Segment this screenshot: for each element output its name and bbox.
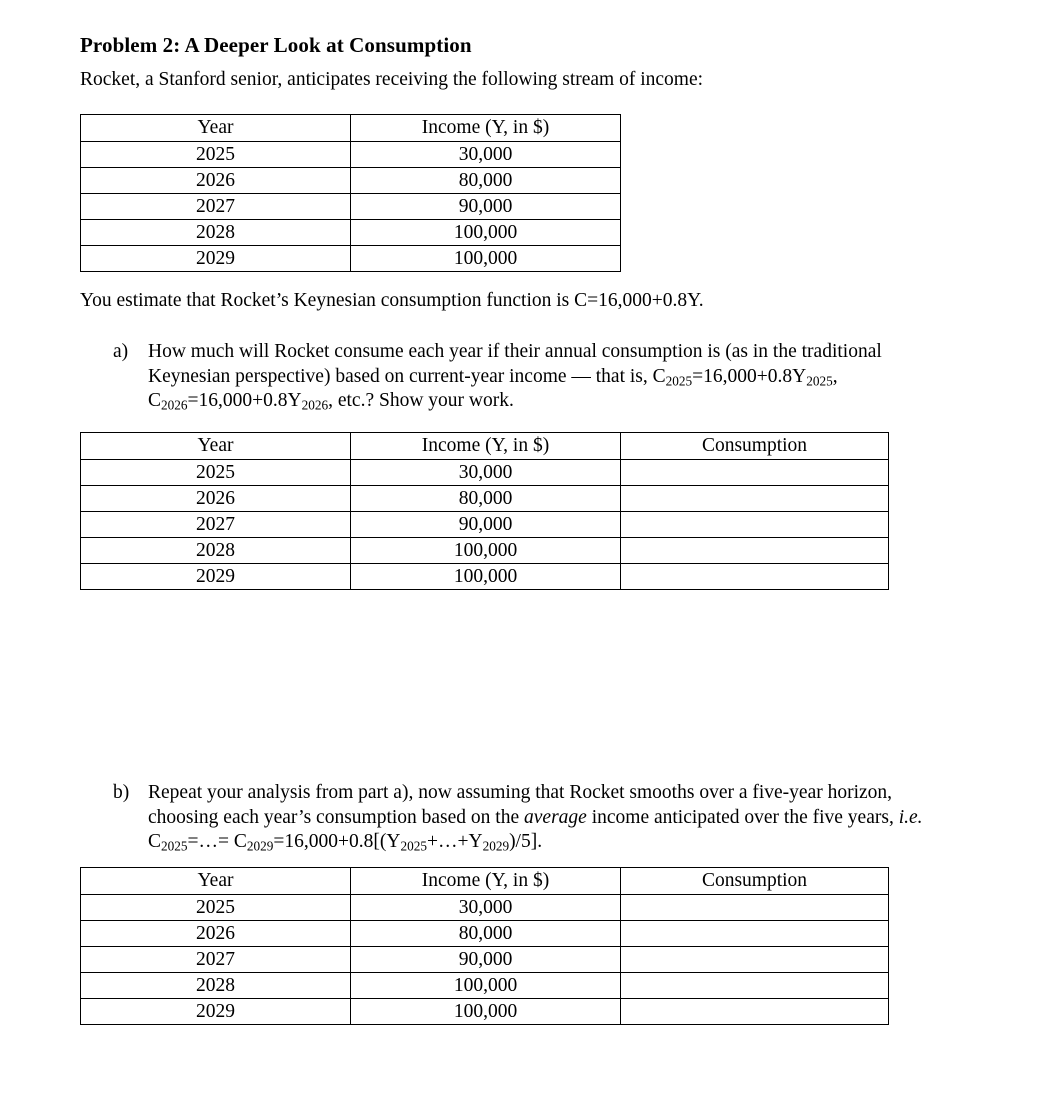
list-marker-a: a) bbox=[113, 341, 129, 362]
cell-income: 100,000 bbox=[351, 564, 621, 590]
column-header-consumption: Consumption bbox=[621, 868, 889, 895]
table-row bbox=[81, 168, 621, 194]
text-run: income anticipated over the five years, bbox=[586, 806, 899, 828]
text-run: , C bbox=[148, 365, 838, 411]
cell-year: 2026 bbox=[81, 921, 351, 947]
cell-year: 2025 bbox=[81, 895, 351, 921]
cell-year: 2027 bbox=[81, 194, 351, 220]
text-run: =16,000+0.8Y bbox=[187, 390, 302, 411]
table-row bbox=[81, 947, 889, 973]
subscript: 2025 bbox=[665, 372, 693, 388]
subscript: 2029 bbox=[246, 838, 274, 854]
cell-income: 30,000 bbox=[351, 895, 621, 921]
list-item-b-text bbox=[148, 781, 925, 855]
table-row bbox=[81, 194, 621, 220]
cell-consumption-blank[interactable] bbox=[621, 973, 889, 999]
column-header-consumption: Consumption bbox=[621, 433, 889, 460]
cell-income: 100,000 bbox=[351, 246, 621, 272]
cell-year: 2028 bbox=[81, 538, 351, 564]
cell-year: 2029 bbox=[81, 246, 351, 272]
subscript: 2029 bbox=[482, 838, 510, 854]
cell-income: 100,000 bbox=[351, 999, 621, 1025]
cell-year: 2028 bbox=[81, 973, 351, 999]
cell-income: 100,000 bbox=[351, 973, 621, 999]
list-item-a-text bbox=[148, 340, 925, 414]
table-row bbox=[81, 460, 889, 486]
text-run: +…+Y bbox=[426, 831, 483, 852]
cell-income: 100,000 bbox=[351, 538, 621, 564]
cell-consumption-blank[interactable] bbox=[621, 895, 889, 921]
subscript: 2026 bbox=[301, 397, 329, 413]
consumption-table-part-a bbox=[80, 432, 889, 590]
text-run: Repeat your analysis from part a), now assuming that Rocket smooths over a five-year horizon, choosing each year’s consumption based on the bbox=[148, 782, 893, 828]
cell-year: 2026 bbox=[81, 486, 351, 512]
cell-income: 100,000 bbox=[351, 220, 621, 246]
subscript: 2025 bbox=[161, 838, 188, 854]
text-run: =…= C bbox=[187, 831, 247, 852]
table-row bbox=[81, 220, 621, 246]
page-title: Problem 2: A Deeper Look at Consumption bbox=[80, 33, 472, 57]
table-header-row bbox=[81, 868, 889, 895]
table-row bbox=[81, 486, 889, 512]
text-run: =16,000+0.8Y bbox=[692, 365, 807, 387]
subscript: 2026 bbox=[161, 397, 188, 413]
cell-income: 90,000 bbox=[351, 194, 621, 220]
cell-consumption-blank[interactable] bbox=[621, 538, 889, 564]
column-header-year: Year bbox=[81, 115, 351, 142]
text-run: )/5]. bbox=[509, 831, 543, 852]
cell-income: 30,000 bbox=[351, 142, 621, 168]
table-row bbox=[81, 895, 889, 921]
cell-consumption-blank[interactable] bbox=[621, 486, 889, 512]
cell-consumption-blank[interactable] bbox=[621, 460, 889, 486]
cell-year: 2027 bbox=[81, 947, 351, 973]
consumption-function-paragraph: You estimate that Rocket’s Keynesian consumption function is C=16,000+0.8Y. bbox=[80, 290, 704, 311]
intro-paragraph: Rocket, a Stanford senior, anticipates receiving the following stream of income: bbox=[80, 69, 704, 90]
cell-year: 2025 bbox=[81, 460, 351, 486]
cell-year: 2029 bbox=[81, 999, 351, 1025]
consumption-table-part-b bbox=[80, 867, 889, 1025]
table-row bbox=[81, 921, 889, 947]
cell-year: 2027 bbox=[81, 512, 351, 538]
column-header-year: Year bbox=[81, 868, 351, 895]
table-row bbox=[81, 246, 621, 272]
cell-income: 80,000 bbox=[351, 168, 621, 194]
cell-income: 80,000 bbox=[351, 486, 621, 512]
list-item-a bbox=[113, 340, 925, 414]
table-row bbox=[81, 512, 889, 538]
emphasis-ie: i.e. bbox=[898, 806, 923, 828]
column-header-income: Income (Y, in $) bbox=[351, 433, 621, 460]
cell-income: 90,000 bbox=[351, 512, 621, 538]
subscript: 2025 bbox=[806, 372, 833, 388]
cell-year: 2029 bbox=[81, 564, 351, 590]
cell-year: 2026 bbox=[81, 168, 351, 194]
cell-income: 80,000 bbox=[351, 921, 621, 947]
list-item-b bbox=[113, 781, 925, 855]
cell-year: 2025 bbox=[81, 142, 351, 168]
income-table bbox=[80, 114, 621, 272]
subscript: 2025 bbox=[400, 838, 427, 854]
emphasis-average: average bbox=[524, 806, 587, 828]
table-row bbox=[81, 564, 889, 590]
text-run: , etc.? Show your work. bbox=[328, 390, 514, 411]
cell-consumption-blank[interactable] bbox=[621, 921, 889, 947]
table-row bbox=[81, 538, 889, 564]
cell-consumption-blank[interactable] bbox=[621, 564, 889, 590]
list-marker-b: b) bbox=[113, 782, 130, 803]
column-header-income: Income (Y, in $) bbox=[351, 115, 621, 142]
table-row bbox=[81, 142, 621, 168]
cell-consumption-blank[interactable] bbox=[621, 947, 889, 973]
cell-income: 90,000 bbox=[351, 947, 621, 973]
cell-consumption-blank[interactable] bbox=[621, 999, 889, 1025]
column-header-income: Income (Y, in $) bbox=[351, 868, 621, 895]
text-run: How much will Rocket consume each year if their annual consumption is (as in the traditional Keynesian perspective) based on current-year income — that is, C bbox=[148, 341, 882, 387]
column-header-year: Year bbox=[81, 433, 351, 460]
table-header-row bbox=[81, 115, 621, 142]
text-run: C bbox=[148, 831, 162, 852]
text-run: =16,000+0.8[(Y bbox=[273, 831, 401, 852]
table-row bbox=[81, 999, 889, 1025]
table-row bbox=[81, 973, 889, 999]
cell-consumption-blank[interactable] bbox=[621, 512, 889, 538]
table-header-row bbox=[81, 433, 889, 460]
cell-year: 2028 bbox=[81, 220, 351, 246]
cell-income: 30,000 bbox=[351, 460, 621, 486]
